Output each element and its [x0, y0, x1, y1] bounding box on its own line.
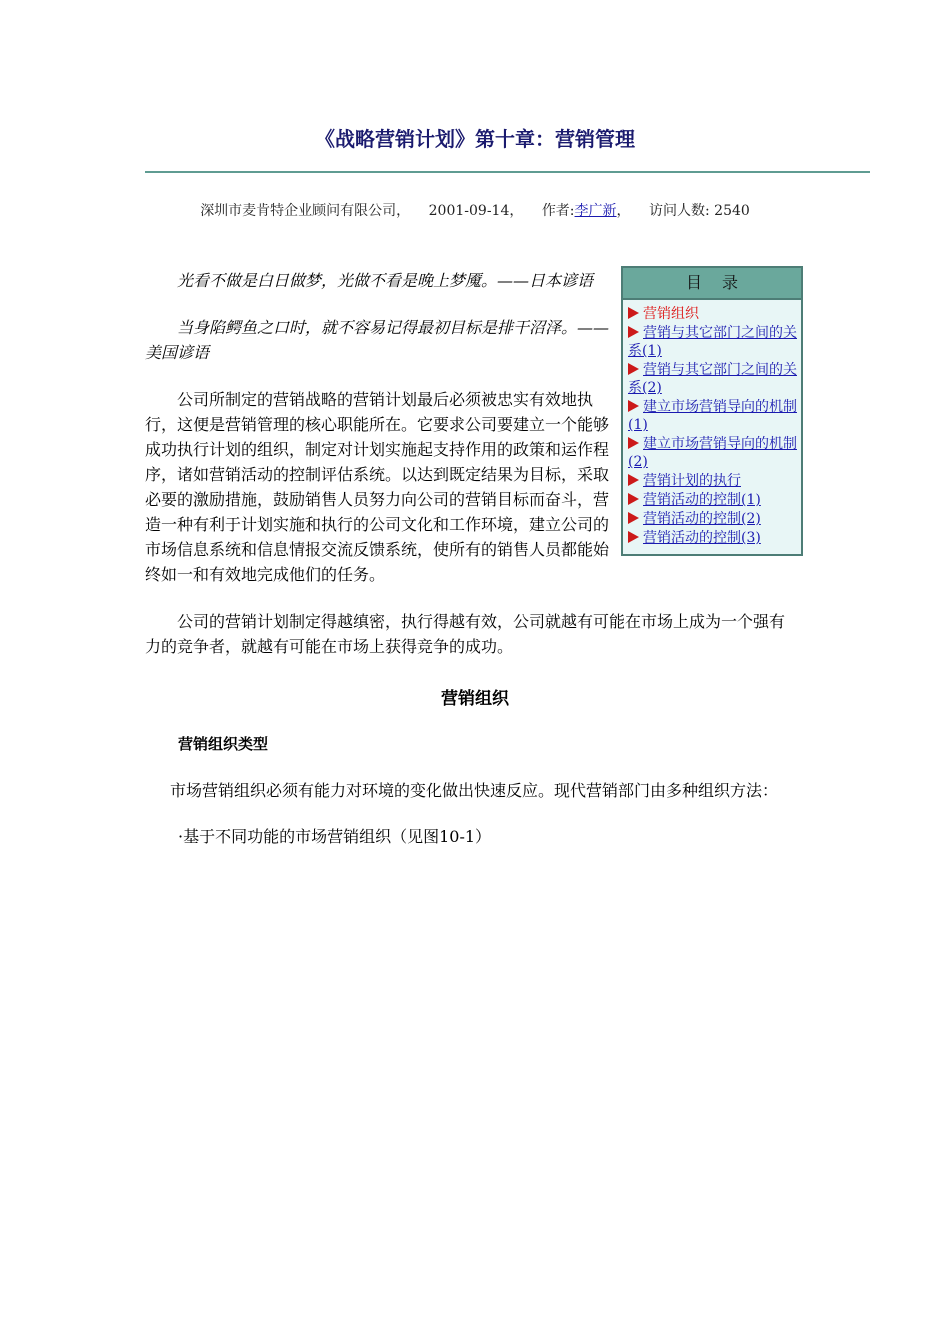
toc-item [628, 435, 797, 471]
table-of-contents [621, 266, 803, 556]
meta-visits-label: 访问人数: [648, 203, 710, 219]
toc-item [628, 398, 797, 434]
toc-link-mechanism-1[interactable]: 建立市场营销导向的机制(1) [628, 399, 797, 433]
arrow-right-icon [628, 400, 639, 412]
toc-link-control-3[interactable]: 营销活动的控制(3) [643, 530, 761, 546]
arrow-right-icon [628, 326, 639, 338]
sub-heading: 营销组织类型 [178, 735, 269, 753]
toc-item [628, 472, 797, 490]
meta-company: 深圳市麦肯特企业顾问有限公司， [200, 203, 411, 219]
meta-author-label: 作者: [541, 203, 575, 219]
author-link[interactable]: 李广新 [574, 203, 617, 219]
toc-list [623, 300, 801, 554]
meta-visits: 2540 [714, 203, 750, 219]
toc-link-relations-1[interactable]: 营销与其它部门之间的关系(1) [628, 325, 797, 359]
org-paragraph: 市场营销组织必须有能力对环境的变化做出快速反应。现代营销部门由多种组织方法： [170, 781, 779, 800]
arrow-right-icon [628, 493, 639, 505]
toc-item [628, 529, 797, 547]
page-title: 《战略营销计划》第十章：营销管理 [315, 127, 635, 151]
arrow-right-icon [628, 363, 639, 375]
quote-american-proverb: 当身陷鳄鱼之口时，就不容易记得最初目标是排干沼泽。——美国谚语 [145, 318, 610, 362]
meta-author-suffix: ， [616, 203, 631, 219]
arrow-right-icon [628, 531, 639, 543]
article-meta [0, 200, 950, 220]
toc-link-mechanism-2[interactable]: 建立市场营销导向的机制(2) [628, 436, 797, 470]
quote-japanese-proverb: 光看不做是白日做梦，光做不看是晚上梦魇。——日本谚语 [177, 271, 594, 290]
toc-link-relations-2[interactable]: 营销与其它部门之间的关系(2) [628, 362, 797, 396]
toc-heading: 目录 [623, 268, 801, 300]
arrow-right-icon [628, 437, 639, 449]
arrow-right-icon [628, 512, 639, 524]
meta-date: 2001-09-14， [428, 203, 524, 219]
toc-link-control-2[interactable]: 营销活动的控制(2) [643, 511, 761, 527]
arrow-right-icon [628, 474, 639, 486]
toc-link-marketing-org[interactable]: 营销组织 [643, 306, 699, 322]
toc-item [628, 305, 797, 323]
section-heading: 营销组织 [441, 689, 509, 709]
article-body [145, 268, 800, 681]
toc-item [628, 491, 797, 509]
toc-link-control-1[interactable]: 营销活动的控制(1) [643, 492, 761, 508]
intro-paragraph: 公司所制定的营销战略的营销计划最后必须被忠实有效地执行，这便是营销管理的核心职能所在。它要求公司要建立一个能够成功执行计划的组织，制定对计划实施起支持作用的政策和运作程序，诸如营销活动的控制评估系统。以达到既定结果为目标，采取必要的激励措施，鼓励销售人员努力向公司的营销目标而奋斗，营造一种有利于计划实施和执行的公司文化和工作环境，建立公司的市场信息系统和信息情报交流反馈系统，使所有的销售人员都能始终如一和有效地完成他们的任务。 [145, 390, 610, 584]
arrow-right-icon [628, 307, 639, 319]
toc-link-plan-execution[interactable]: 营销计划的执行 [643, 473, 741, 489]
summary-paragraph: 公司的营销计划制定得越缜密，执行得越有效，公司就越有可能在市场上成为一个强有力的竞争者，就越有可能在市场上获得竞争的成功。 [145, 612, 786, 656]
toc-item [628, 510, 797, 528]
title-divider [145, 171, 870, 173]
toc-item [628, 361, 797, 397]
bullet-item: ·基于不同功能的市场营销组织（见图10-1） [178, 827, 492, 846]
toc-item [628, 324, 797, 360]
